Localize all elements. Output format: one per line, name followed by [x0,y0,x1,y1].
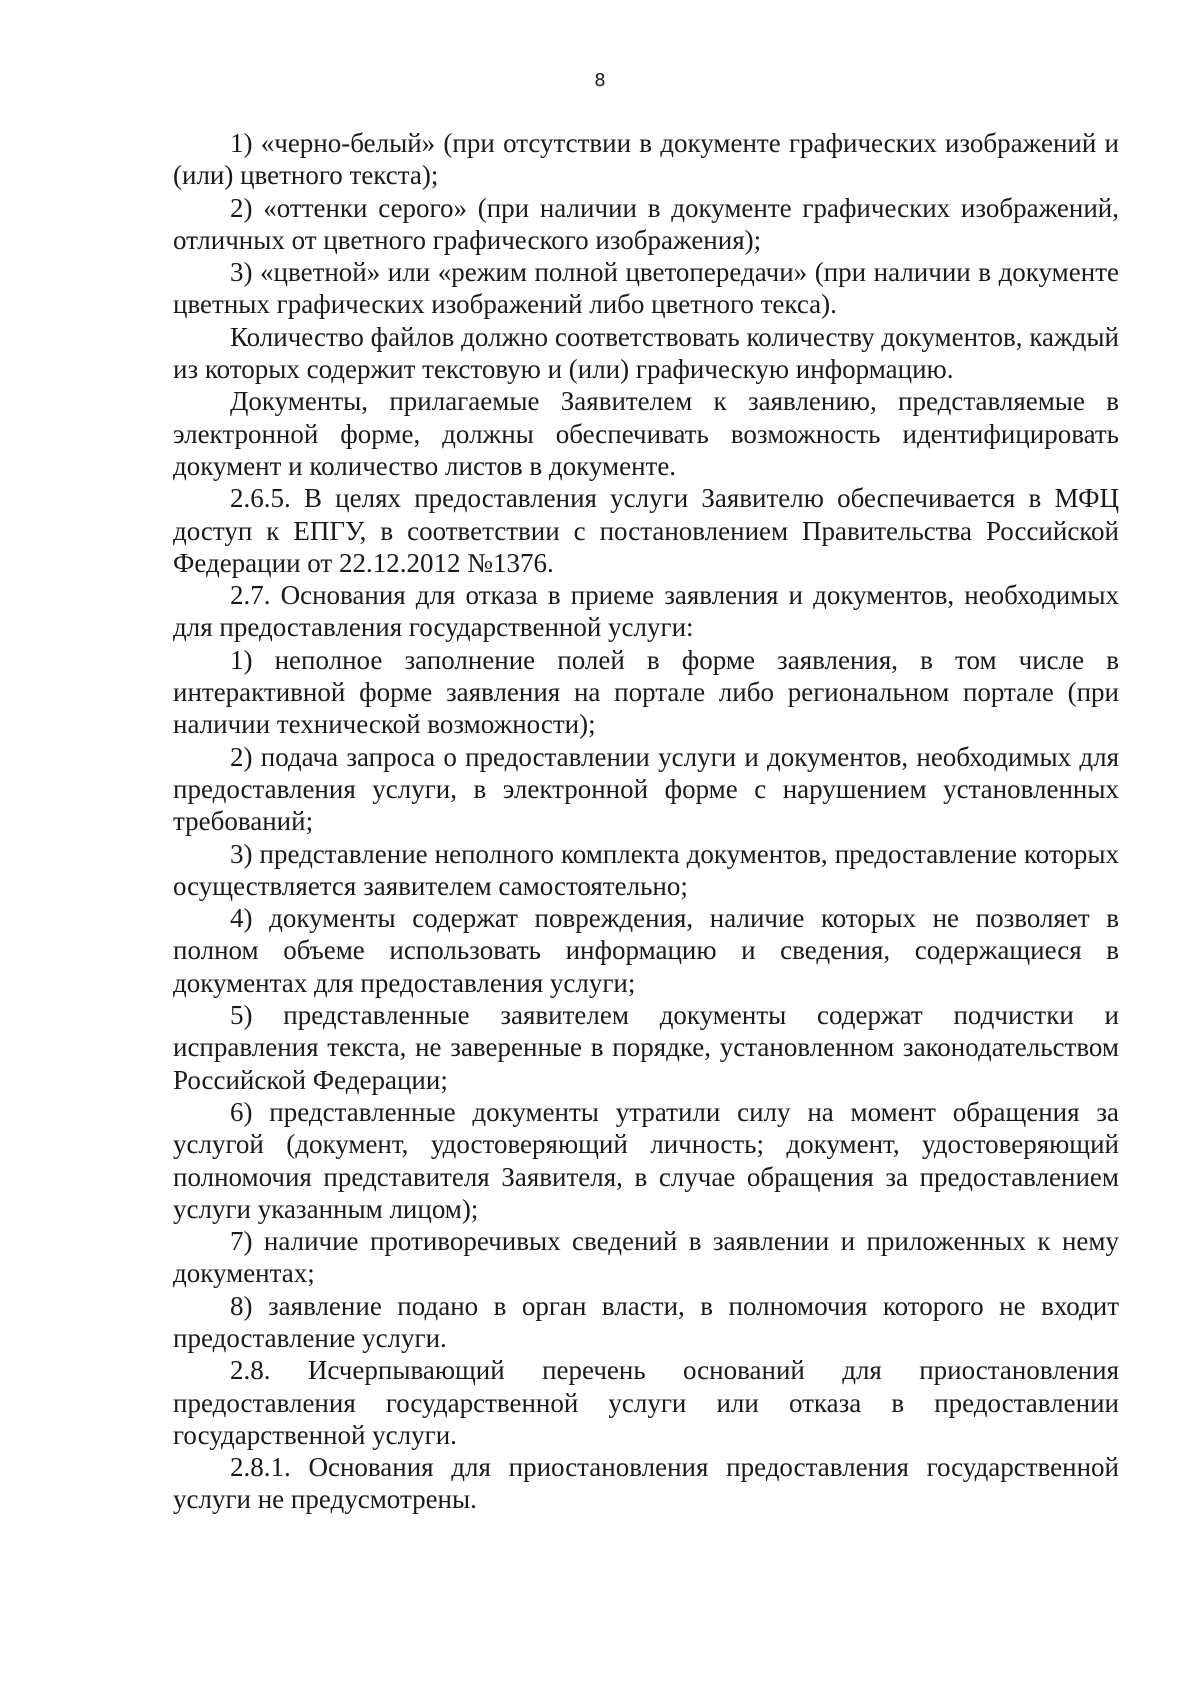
paragraph-section-2-8-1: 2.8.1. Основания для приостановления предоставления государственной услуги не предусмотрены. [173,1452,1119,1515]
paragraph-refusal-reason-8: 8) заявление подано в орган власти, в полномочия которого не входит предоставление услуги. [173,1290,1119,1353]
paragraph-attached-documents: Документы, прилагаемые Заявителем к заявлению, представляемые в электронной форме, должны обеспечивать возможность идентифицировать документ и количество листов в документе. [173,386,1119,481]
document-body [173,127,1119,1516]
paragraph-refusal-reason-7: 7) наличие противоречивых сведений в заявлении и приложенных к нему документах; [173,1226,1119,1289]
paragraph-list-item-2-grayscale: 2) «оттенки серого» (при наличии в документе графических изображений, отличных от цветного графического изображения); [173,192,1119,255]
paragraph-section-2-7: 2.7. Основания для отказа в приеме заявления и документов, необходимых для предоставления государственной услуги: [173,580,1119,643]
paragraph-refusal-reason-1: 1) неполное заполнение полей в форме заявления, в том числе в интерактивной форме заявления на портале либо региональном портале (при наличии технической возможности); [173,644,1119,740]
paragraph-refusal-reason-4: 4) документы содержат повреждения, наличие которых не позволяет в полном объеме использовать информацию и сведения, содержащиеся в документах для предоставления услуги; [173,903,1119,998]
page-number: 8 [594,70,606,91]
paragraph-refusal-reason-5: 5) представленные заявителем документы содержат подчистки и исправления текста, не заверенные в порядке, установленном законодательством Российской Федерации; [173,1000,1119,1095]
paragraph-file-count: Количество файлов должно соответствовать количеству документов, каждый из которых содержит текстовую и (или) графическую информацию. [173,321,1119,385]
paragraph-section-2-6-5: 2.6.5. В целях предоставления услуги Заявителю обеспечивается в МФЦ доступ к ЕПГУ, в соответствии с постановлением Правительства Российской Федерации от 22.12.2012 №1376. [173,483,1119,578]
paragraph-section-2-8: 2.8. Исчерпывающий перечень оснований для приостановления предоставления государственной услуги или отказа в предоставлении государственной услуги. [173,1355,1119,1450]
paragraph-list-item-1-bw: 1) «черно-белый» (при отсутствии в документе графических изображений и (или) цветного текста); [173,128,1119,191]
paragraph-refusal-reason-2: 2) подача запроса о предоставлении услуги и документов, необходимых для предоставления услуги, в электронной форме с нарушением установленных требований; [173,741,1119,837]
paragraph-refusal-reason-6: 6) представленные документы утратили силу на момент обращения за услугой (документ, удостоверяющий личность; документ, удостоверяющий полномочия представителя Заявителя, в случае обращения за предоставлением услуги указанным лицом); [173,1096,1119,1224]
paragraph-refusal-reason-3: 3) представление неполного комплекта документов, предоставление которых осуществляется заявителем самостоятельно; [173,838,1119,901]
paragraph-list-item-3-color: 3) «цветной» или «режим полной цветопередачи» (при наличии в документе цветных графических изображений либо цветного текса). [173,257,1119,320]
